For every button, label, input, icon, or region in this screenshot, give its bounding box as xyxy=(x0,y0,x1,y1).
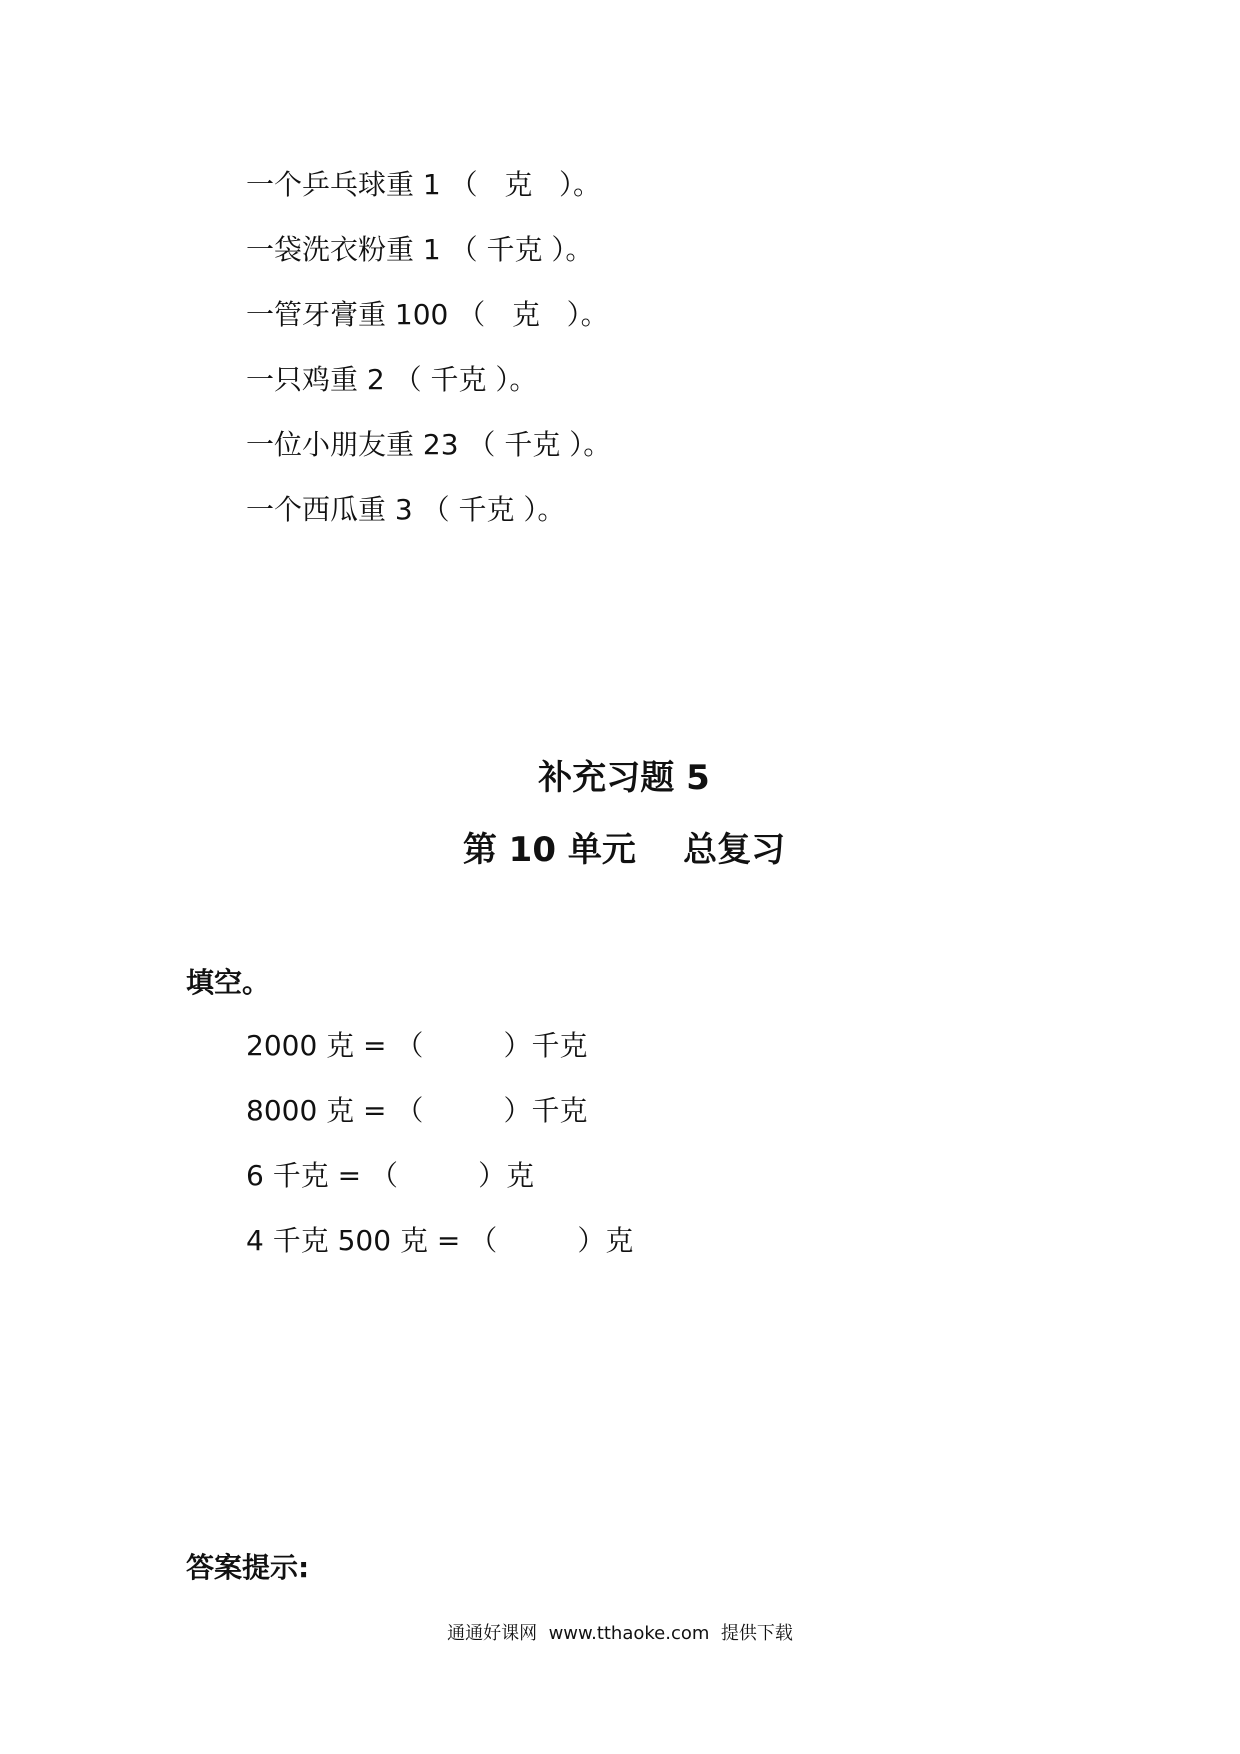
exercise-heading xyxy=(0,750,1240,878)
page-title: 补充习题 5 xyxy=(538,758,710,798)
answer-line: 一位小朋友重 23 （ 千克 ）。 xyxy=(246,428,612,461)
fill-blank-item: 6 千克 = （ ）克 xyxy=(246,1159,535,1192)
answer-line: 一管牙膏重 100 （ 克 ）。 xyxy=(246,298,609,331)
fill-blank-list xyxy=(246,1021,633,1281)
answer-line: 一个西瓜重 3 （ 千克 ）。 xyxy=(246,493,566,526)
answer-line: 一袋洗衣粉重 1 （ 千克 ）。 xyxy=(246,233,594,266)
answer-line: 一个乒乓球重 1 （ 克 ）。 xyxy=(246,168,602,201)
fill-blank-item: 4 千克 500 克 = （ ）克 xyxy=(246,1224,634,1257)
answer-hint-label: 答案提示: xyxy=(186,1551,310,1584)
page-footer: 通通好课网 www.tthaoke.com 提供下载 xyxy=(447,1623,793,1644)
unit-subtitle: 第 10 单元 总复习 xyxy=(462,830,786,870)
fill-blank-label: 填空。 xyxy=(186,966,271,999)
fill-blank-item: 8000 克 = （ ）千克 xyxy=(246,1094,588,1127)
answer-line: 一只鸡重 2 （ 千克 ）。 xyxy=(246,363,538,396)
weight-answer-list xyxy=(246,159,611,549)
fill-blank-item: 2000 克 = （ ）千克 xyxy=(246,1029,588,1062)
